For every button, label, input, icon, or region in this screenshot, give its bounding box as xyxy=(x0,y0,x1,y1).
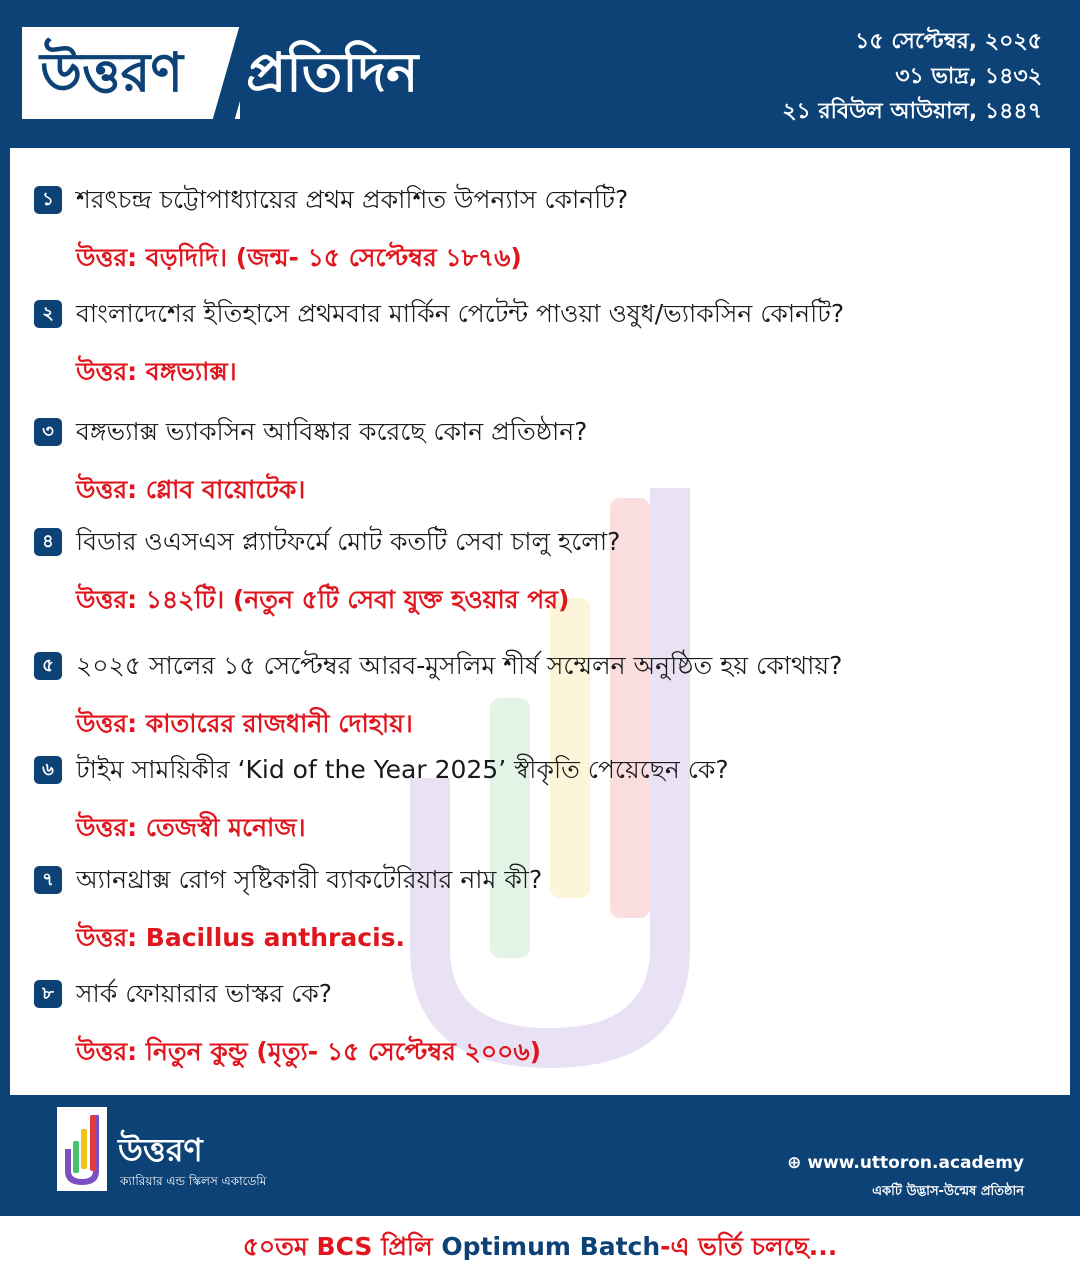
brand-name: উত্তরণ xyxy=(40,41,184,104)
answer-text: উত্তর: কাতারের রাজধানী দোহায়। xyxy=(76,709,413,738)
answer-text: উত্তর: তেজস্বী মনোজ। xyxy=(76,813,306,842)
globe-icon: ⊕ xyxy=(787,1153,802,1173)
question-text: সার্ক ফোয়ারার ভাস্কর কে? xyxy=(76,979,333,1008)
qa-content xyxy=(10,148,1070,1095)
date-hijri: ২১ রবিউল আউয়াল, ১৪৪৭ xyxy=(782,99,1042,124)
question-text: শরৎচন্দ্র চট্টোপাধ্যায়ের প্রথম প্রকাশিত উপন্যাস কোনটি? xyxy=(76,185,629,214)
question-text: টাইম সাময়িকীর ‘Kid of the Year 2025’ স্বীকৃতি পেয়েছেন কে? xyxy=(76,755,729,784)
question-number: ৪ xyxy=(34,528,62,556)
uttoron-logo-icon xyxy=(57,1107,107,1191)
answer-text: উত্তর: Bacillus anthracis. xyxy=(76,923,406,952)
question-text: বঙ্গভ্যাক্স ভ্যাকসিন আবিষ্কার করেছে কোন প্রতিষ্ঠান? xyxy=(76,417,588,446)
brand-subtitle: প্রতিদিন xyxy=(246,41,419,104)
question-text: অ্যানথ্রাক্স রোগ সৃষ্টিকারী ব্যাকটেরিয়ার নাম কী? xyxy=(76,865,543,894)
footer-brand-name: উত্তরণ xyxy=(118,1131,203,1169)
question-text: বিডার ওএসএস প্ল্যাটফর্মে মোট কতটি সেবা চালু হলো? xyxy=(76,527,621,556)
question-number: ৬ xyxy=(34,756,62,784)
date-bangla: ৩১ ভাদ্র, ১৪৩২ xyxy=(895,64,1042,89)
answer-text: উত্তর: ১৪২টি। (নতুন ৫টি সেবা যুক্ত হওয়ার পর) xyxy=(76,585,570,614)
footer-bar xyxy=(0,1095,1080,1216)
question-number: ৫ xyxy=(34,652,62,680)
answer-text: উত্তর: বঙ্গভ্যাক্স। xyxy=(76,357,237,386)
website-text: www.uttoron.academy xyxy=(807,1153,1024,1173)
frame-left xyxy=(0,148,10,1095)
admission-banner xyxy=(0,1216,1080,1278)
banner-part-2: Optimum Batch xyxy=(432,1232,661,1261)
question-number: ৭ xyxy=(34,866,62,894)
website-link[interactable] xyxy=(787,1153,1024,1173)
question-number: ৩ xyxy=(34,418,62,446)
banner-part-1: ৫০তম BCS প্রিলি xyxy=(242,1232,433,1261)
question-text: ২০২৫ সালের ১৫ সেপ্টেম্বর আরব-মুসলিম শীর্ষ সম্মেলন অনুষ্ঠিত হয় কোথায়? xyxy=(76,651,843,680)
question-number: ২ xyxy=(34,300,62,328)
question-text: বাংলাদেশের ইতিহাসে প্রথমবার মার্কিন পেটেন্ট পাওয়া ওষুধ/ভ্যাকসিন কোনটি? xyxy=(76,299,845,328)
footer-brand-subtitle: ক্যারিয়ার এন্ড স্কিলস একাডেমি xyxy=(120,1174,267,1188)
header-bar xyxy=(0,0,1080,148)
answer-text: উত্তর: গ্লোব বায়োটেক। xyxy=(76,475,306,504)
date-block xyxy=(782,24,1042,129)
banner-part-3: -এ ভর্তি চলছে... xyxy=(660,1232,838,1261)
question-number: ৮ xyxy=(34,980,62,1008)
logo-box xyxy=(57,1107,107,1191)
answer-text: উত্তর: বড়দিদি। (জন্ম- ১৫ সেপ্টেম্বর ১৮৭৬) xyxy=(76,243,522,272)
frame-right xyxy=(1070,148,1080,1095)
question-number: ১ xyxy=(34,186,62,214)
answer-text: উত্তর: নিতুন কুন্ডু (মৃত্যু- ১৫ সেপ্টেম্বর ২০০৬) xyxy=(76,1037,542,1066)
footer-tagline: একটি উদ্ভাস-উন্মেষ প্রতিষ্ঠান xyxy=(872,1184,1024,1199)
date-gregorian: ১৫ সেপ্টেম্বর, ২০২৫ xyxy=(855,29,1042,54)
